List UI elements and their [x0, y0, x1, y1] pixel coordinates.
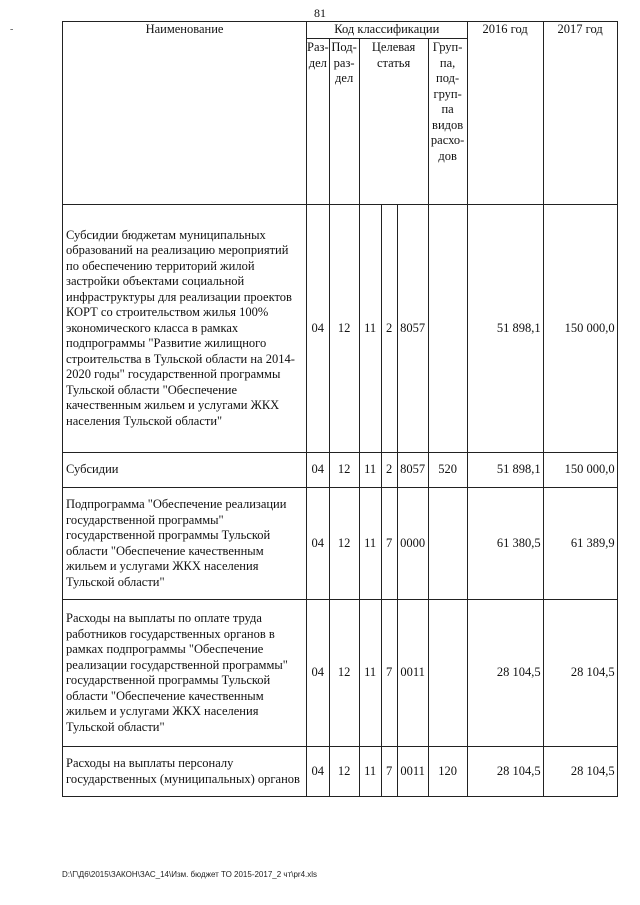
header-expense-group: Груп-па, под-груп-па видов расхо-дов	[428, 39, 467, 205]
row-subsection: 12	[329, 453, 359, 488]
row-name: Расходы на выплаты персоналу государственных (муниципальных) органов	[63, 747, 307, 797]
row-name: Субсидии бюджетам муниципальных образований на реализацию мероприятий по обеспечению территорий жилой застройки объектами социальной инфраструктуры для реализации проектов КОРТ со строительством жилья 100% экономического класса в рамках подпрограммы "Развитие жилищного строительства в Тульской области на 2014-2020 годы" государственной программы Тульской области "Обеспечение качественным жильем и услугами ЖКХ населения Тульской области"	[63, 205, 307, 453]
row-expense-type	[428, 205, 467, 453]
row-subsection: 12	[329, 205, 359, 453]
row-subprogram: 7	[381, 747, 397, 797]
row-direction: 8057	[397, 453, 428, 488]
row-section: 04	[307, 205, 330, 453]
header-year-2016: 2016 год	[467, 22, 543, 205]
row-subsection: 12	[329, 747, 359, 797]
row-amount-2017: 150 000,0	[543, 205, 617, 453]
header-year-2017: 2017 год	[543, 22, 617, 205]
row-direction: 8057	[397, 205, 428, 453]
row-subsection: 12	[329, 488, 359, 600]
row-program: 11	[359, 600, 381, 747]
row-amount-2016: 28 104,5	[467, 747, 543, 797]
row-program: 11	[359, 205, 381, 453]
row-subprogram: 2	[381, 205, 397, 453]
row-amount-2016: 51 898,1	[467, 205, 543, 453]
row-expense-type: 120	[428, 747, 467, 797]
row-expense-type	[428, 488, 467, 600]
row-amount-2016: 61 380,5	[467, 488, 543, 600]
row-program: 11	[359, 453, 381, 488]
row-subprogram: 7	[381, 488, 397, 600]
row-section: 04	[307, 453, 330, 488]
row-subsection: 12	[329, 600, 359, 747]
row-program: 11	[359, 747, 381, 797]
header-name: Наименование	[63, 22, 307, 205]
table-row	[63, 453, 618, 488]
row-subprogram: 2	[381, 453, 397, 488]
table-row	[63, 600, 618, 747]
row-amount-2016: 51 898,1	[467, 453, 543, 488]
row-section: 04	[307, 600, 330, 747]
row-name: Расходы на выплаты по оплате труда работников государственных органов в рамках подпрограммы "Обеспечение реализации государственной программы" государственной программы Тульской области "Обеспечение качественным жильем и услугами ЖКХ населения Тульской области"	[63, 600, 307, 747]
table-row	[63, 488, 618, 600]
row-program: 11	[359, 488, 381, 600]
row-direction: 0000	[397, 488, 428, 600]
row-direction: 0011	[397, 747, 428, 797]
header-target-article: Целевая статья	[359, 39, 428, 205]
row-amount-2016: 28 104,5	[467, 600, 543, 747]
row-amount-2017: 61 389,9	[543, 488, 617, 600]
row-expense-type: 520	[428, 453, 467, 488]
margin-mark: -	[10, 24, 14, 35]
table-row	[63, 205, 618, 453]
page-number: 81	[314, 6, 326, 20]
table-row	[63, 747, 618, 797]
budget-table	[62, 21, 618, 797]
row-subprogram: 7	[381, 600, 397, 747]
row-direction: 0011	[397, 600, 428, 747]
header-code-group: Код классификации	[307, 22, 468, 39]
row-section: 04	[307, 747, 330, 797]
row-amount-2017: 150 000,0	[543, 453, 617, 488]
header-section: Раз-дел	[307, 39, 330, 205]
row-name: Субсидии	[63, 453, 307, 488]
footer-file-path: D:\Г\Д6\2015\ЗАКОН\ЗАС_14\Изм. бюджет ТО 2015-2017_2 чт\pr4.xls	[62, 870, 318, 879]
row-expense-type	[428, 600, 467, 747]
row-name: Подпрограмма "Обеспечение реализации государственной программы" государственной программы Тульской области "Обеспечение качественным жильем и услугами ЖКХ населения Тульской области"	[63, 488, 307, 600]
row-section: 04	[307, 488, 330, 600]
row-amount-2017: 28 104,5	[543, 600, 617, 747]
row-amount-2017: 28 104,5	[543, 747, 617, 797]
header-subsection: Под-раз-дел	[329, 39, 359, 205]
